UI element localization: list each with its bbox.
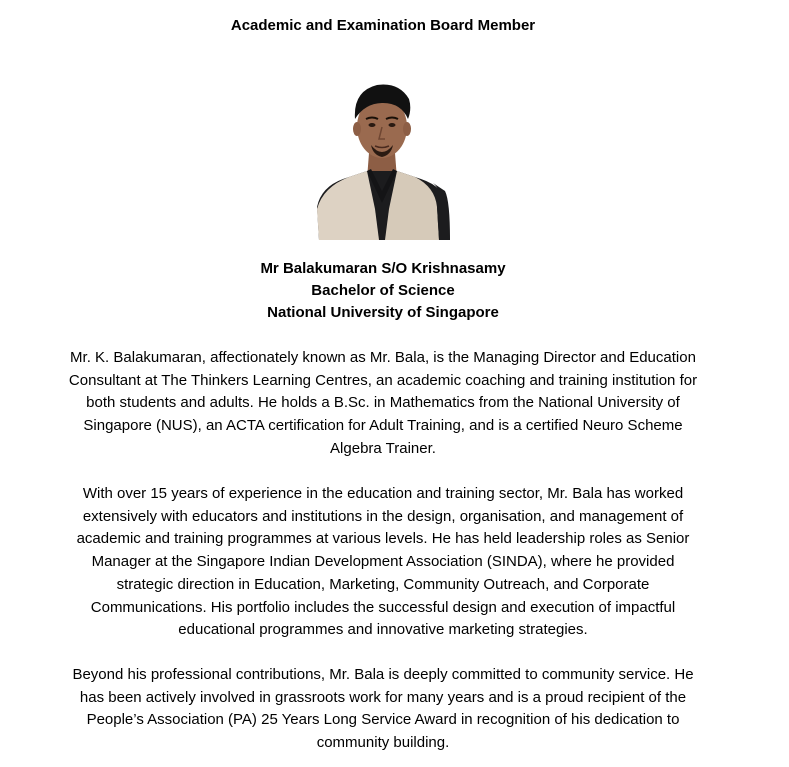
portrait-image (313, 79, 450, 240)
bio-line: strategic direction in Education, Marketing, Community Outreach, and Corporate (116, 575, 650, 593)
bio-line: educational programmes and innovative marketing strategies. (178, 621, 588, 639)
bio-line: Singapore (NUS), an ACTA certification for Adult Training, and is a certified Neuro Scheme (83, 417, 683, 435)
bio-line: With over 15 years of experience in the education and training sector, Mr. Bala has worked (82, 485, 684, 502)
bio-line: Algebra Trainer. (330, 439, 436, 457)
bio-paragraph-1 (22, 347, 744, 461)
bio-line: community building. (316, 734, 450, 752)
bio-paragraph-2 (22, 483, 744, 642)
bio-paragraph-3 (22, 664, 744, 755)
bio-line: has been actively involved in grassroots work for many years and is a proud recipient of the (79, 688, 687, 706)
page-title: Academic and Examination Board Member (230, 17, 536, 34)
person-degree: Bachelor of Science (311, 282, 455, 299)
bio-line: Mr. K. Balakumaran, affectionately known as Mr. Bala, is the Managing Director and Education (70, 349, 696, 366)
profile-photo (313, 79, 450, 240)
bio-line: Beyond his professional contributions, Mr. Bala is deeply committed to community service. He (72, 666, 694, 683)
bio-line: People’s Association (PA) 25 Years Long Service Award in recognition of his dedication to (86, 711, 680, 729)
bio-line: academic and training programmes at various levels. He has held leadership roles as Senior (76, 530, 690, 548)
credentials-block (0, 258, 766, 324)
bio-line: Consultant at The Thinkers Learning Centres, an academic coaching and training institution for (68, 371, 698, 389)
bio-line: Communications. His portfolio includes the successful design and execution of impactful (90, 598, 676, 616)
person-university: National University of Singapore (267, 304, 499, 321)
person-name: Mr Balakumaran S/O Krishnasamy (260, 260, 506, 277)
bio-line: both students and adults. He holds a B.Sc. in Mathematics from the National University of (86, 394, 680, 412)
bio-line: extensively with educators and institutions in the design, organisation, and management of (82, 507, 684, 525)
bio-line: Manager at the Singapore Indian Development Association (SINDA), where he provided (91, 553, 675, 571)
